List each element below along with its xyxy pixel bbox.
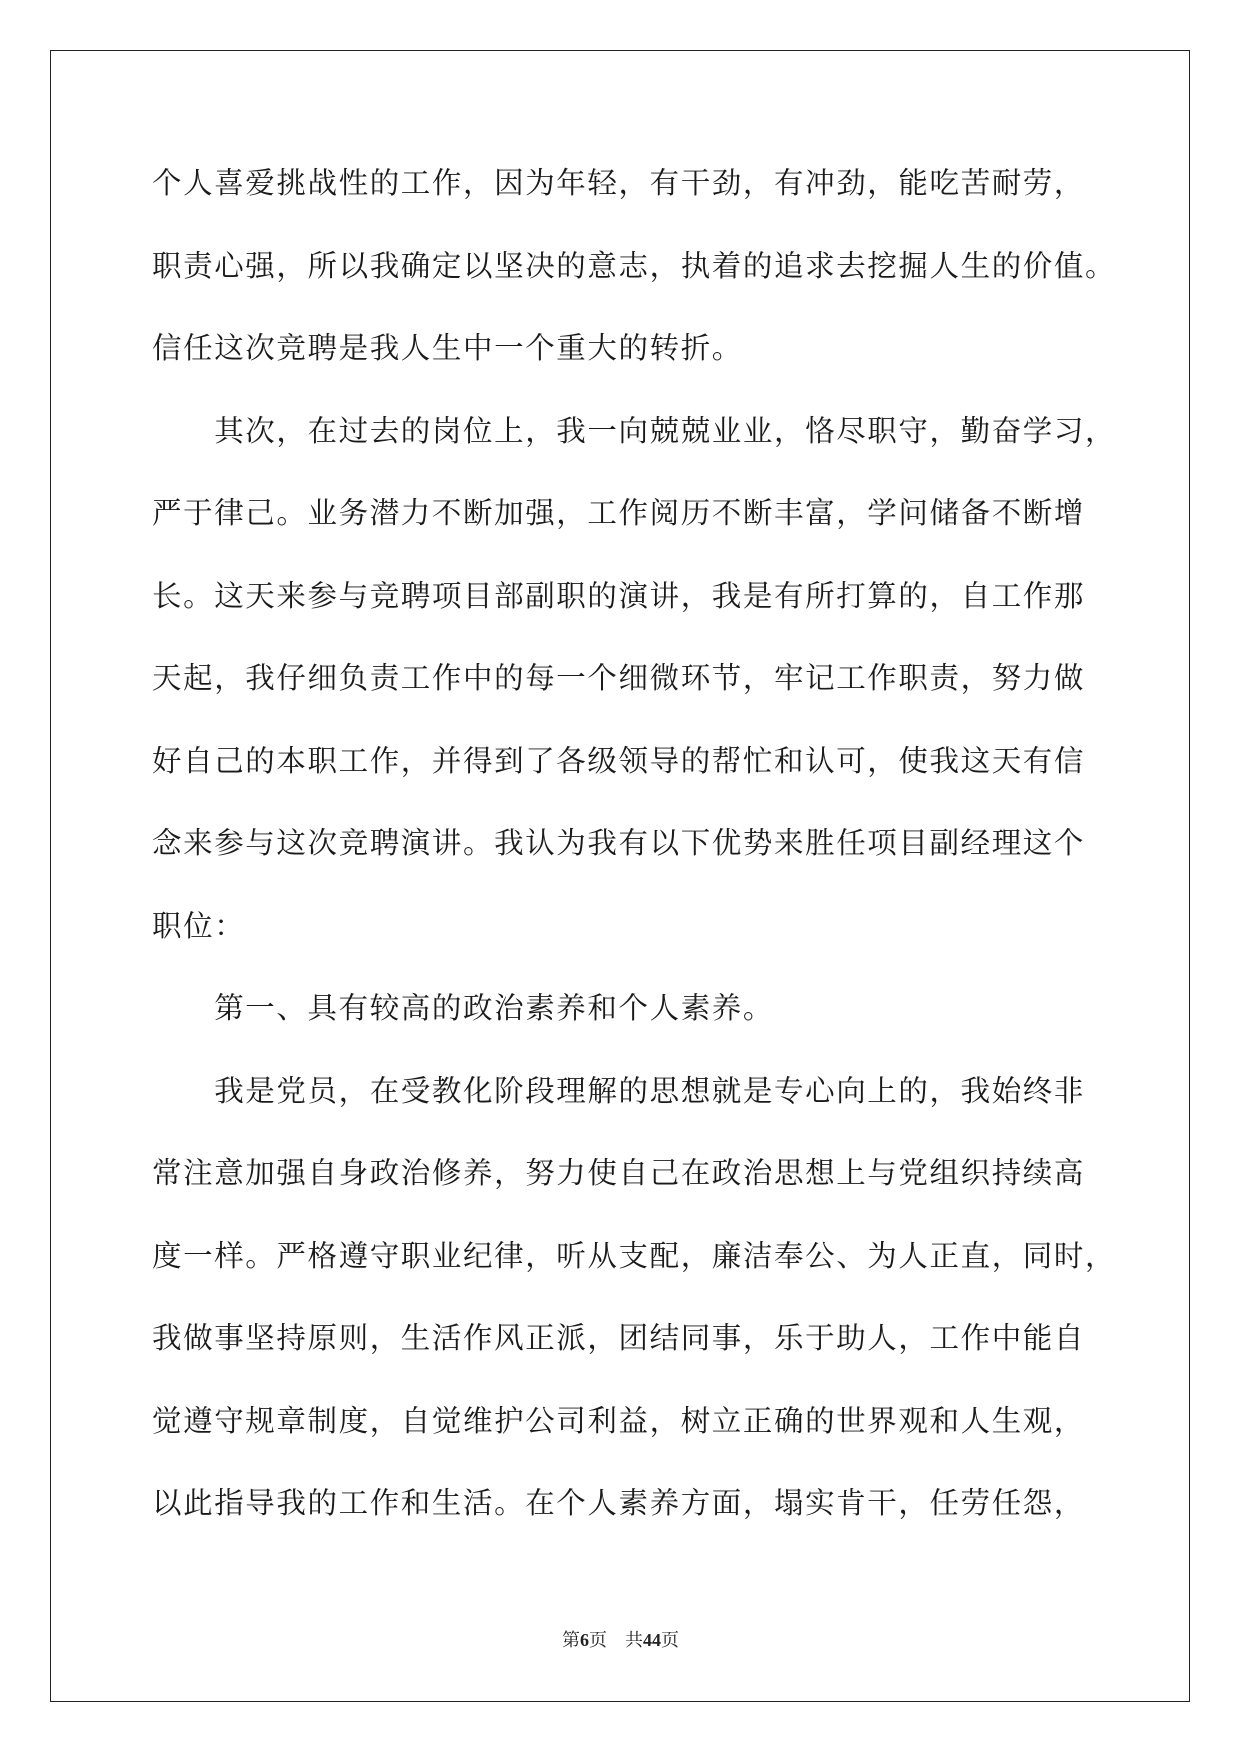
text-line: 严于律己。业务潜力不断加强，工作阅历不断丰富，学问储备不断增 [152,496,1086,530]
footer-total-prefix: 共 [625,1630,643,1650]
page-footer [0,1626,1241,1652]
text-line: 我是党员，在受教化阶段理解的思想就是专心向上的，我始终非 [152,1073,1086,1108]
footer-page-unit: 页 [589,1630,607,1650]
text-line: 度一样。严格遵守职业纪律，听从支配，廉洁奉公、为人正直，同时， [152,1238,1117,1273]
text-line: 天起，我仔细负责工作中的每一个细微环节，牢记工作职责，努力做 [152,661,1086,695]
footer-prefix: 第 [562,1630,580,1650]
text-line: 第一、具有较高的政治素养和个人素养。 [152,991,775,1025]
text-line: 长。这天来参与竞聘项目部副职的演讲，我是有所打算的，自工作那 [152,578,1086,613]
text-line: 觉遵守规章制度，自觉维护公司利益，树立正确的世界观和人生观， [152,1403,1086,1438]
text-line: 职责心强，所以我确定以坚决的意志，执着的追求去挖掘人生的价值。 [152,248,1117,283]
total-pages-number: 44 [643,1630,661,1650]
text-line: 念来参与这次竞聘演讲。我认为我有以下优势来胜任项目副经理这个 [152,826,1086,860]
text-line: 常注意加强自身政治修养，努力使自己在政治思想上与党组织持续高 [152,1156,1086,1190]
text-line: 我做事坚持原则，生活作风正派，团结同事，乐于助人，工作中能自 [152,1321,1086,1355]
text-line: 个人喜爱挑战性的工作，因为年轻，有干劲，有冲劲，能吃苦耐劳， [152,166,1086,200]
footer-total-unit: 页 [661,1630,679,1650]
text-line: 好自己的本职工作，并得到了各级领导的帮忙和认可，使我这天有信 [152,743,1086,778]
document-body [152,165,1117,1568]
text-line: 其次，在过去的岗位上，我一向兢兢业业，恪尽职守，勤奋学习， [152,413,1117,448]
current-page-number: 6 [580,1630,589,1650]
text-line: 信任这次竞聘是我人生中一个重大的转折。 [152,331,743,365]
text-line: 职位： [152,908,246,943]
text-line: 以此指导我的工作和生活。在个人素养方面，塌实肯干，任劳任怨， [152,1486,1086,1520]
